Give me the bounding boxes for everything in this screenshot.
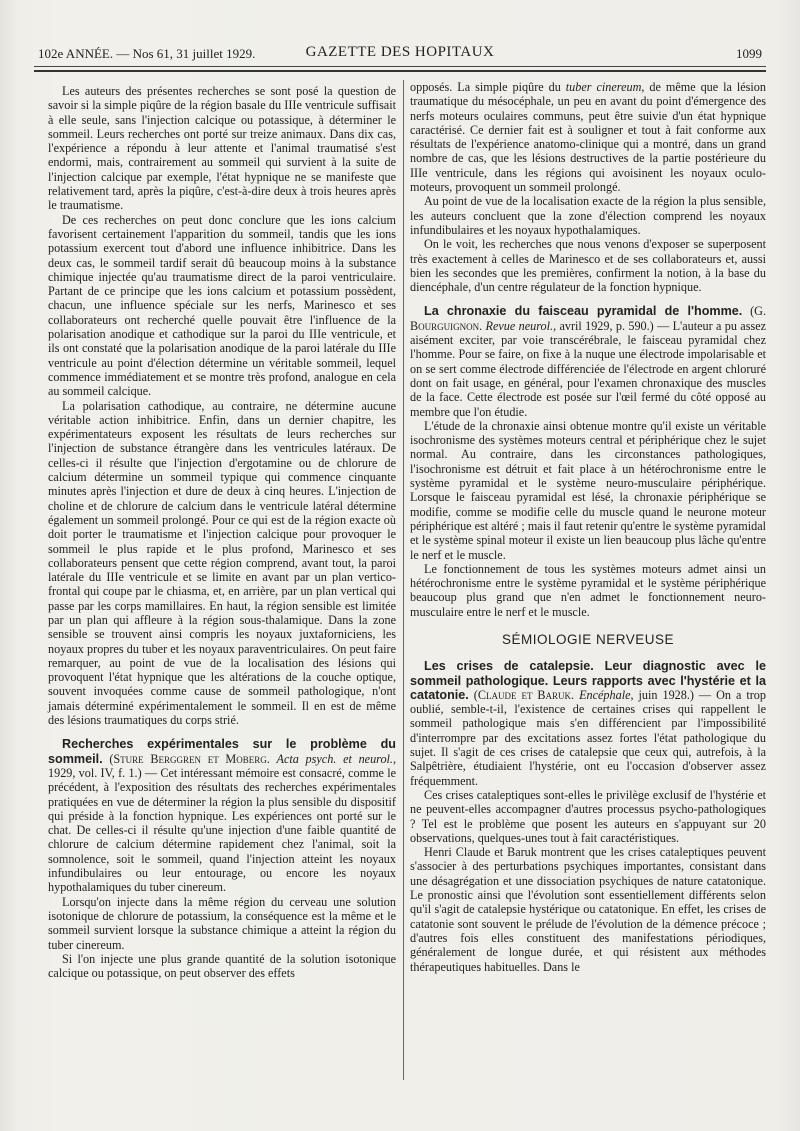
article-bourguignon: [410, 304, 766, 418]
page-number: 1099: [736, 46, 762, 61]
paragraph: Ces crises cataleptiques sont-elles le privilège exclusif de l'hystérie et ne peuvent-elles accompagner d'autres processus psycho-pathologiques ? Tel est le problème que posent les auteurs en s'appuyant sur 20 observations, quelques-unes tout à fait caractéristiques.: [410, 787, 766, 845]
header-rule: [34, 66, 766, 67]
paragraph: Lorsqu'on injecte dans la même région du cerveau une solution isotonique de chlorure de potassium, la conséquence est la même et le sommeil survient lorsque la substance chimique a atteint la région du tuber cinereum.: [48, 894, 396, 952]
article-body: , juin 1928.) — On a trop oublié, semble-t-il, l'existence de certaines crises qui rappellent le sommeil pathologique mais s'en différencient par l'impossibilité d'interrompre par des excitations assez fortes l'état pathologique du sujet. Il s'agit de ces crises de catalepsie que ceux qui, autrefois, à la Salpêtrière, étudiaient l'hystérie, ont eu l'occasion d'observer assez fréquemment.: [410, 687, 766, 788]
article-claude-baruk: [410, 659, 766, 788]
article-authors: (Claude et Baruk.: [473, 687, 575, 702]
section-heading: SÉMIOLOGIE NERVEUSE: [501, 631, 675, 647]
journal-name: Encéphale: [579, 687, 631, 702]
left-column: [48, 84, 396, 980]
paragraph: L'étude de la chronaxie ainsi obtenue montre qu'il existe un véritable isochronisme des systèmes moteurs central et périphérique chez le sujet normal. Au contraire, dans les circonstances pathologiques, l'isochronisme est détruit et fait place à un hétérochronisme entre le système pyramidal et le système neuro-musculaire périphérique. Lorsque le faisceau pyramidal est lésé, la chronaxie périphérique se modifie, comme se modifie celle du muscle quand le neurone moteur périphérique est altéré ; mais il faut retenir qu'entre le système pyramidal et le système spinal moteur il existe un lien beaucoup plus lâche qu'entre le nerf et le muscle.: [410, 418, 766, 562]
paragraph: Henri Claude et Baruk montrent que les crises cataleptiques peuvent s'associer à des perturbations psychiques importantes, consistant dans une désagrégation et une dissociation psychiques de nature catatonique. Le pronostic ainsi que l'évolution sont essentiellement différents selon qu'il s'agit de catalepsie hystérique ou catatonique. En effet, les crises de catatonie sont souvent le prélude de l'évolution de la démence précoce ; d'autres fois elles constituent des manifestations périodiques, généralement de longue durée, et qui résistent aux méthodes thérapeutiques habituelles. Dans le: [410, 845, 766, 974]
header-rule-thick: [34, 70, 766, 72]
paragraph: On le voit, les recherches que nous venons d'exposer se superposent très exactement à celles de Marinesco et de ses collaborateurs et, aussi bien les secondes que les premières, confirment la notion, à la base du diencéphale, d'un centre régulateur de la fonction hypnique.: [410, 237, 766, 295]
article-authors: (G. Bourguignon.: [410, 304, 767, 333]
paragraph: La polarisation cathodique, au contraire, ne détermine aucune véritable action inhibitrice. Enfin, dans un dernier chapitre, les expérimentateurs exposent les résultats de leurs recherches sur l'injection de substance étrangère dans les ventricules latéraux. De celles-ci il résulte que l'injection d'ergotamine ou de chlorure de calcium détermine un sommeil typique qui commence cinquante minutes après l'injection et dure de deux à cinq heures. L'injection de choline et de chlorure de calcium dans le ventricule latéral détermine également un sommeil prolongé. Pour ce qui est de la région exacte où doit porter le traumatisme et l'injection calcique pour provoquer le sommeil le plus rapide et le plus profond, Marinesco et ses collaborateurs pensent que cette région comprend, avant tout, la paroi latérale du IIIe ventricule et se limite en avant par un plan vertico-frontal qui coupe par le chiasma, et, en arrière, par un plan vertical qui passe par les corps mamillaires. En haut, la région sensible est limitée par un plan qui affleure à la région sous-thalamique. Dans la zone sensible se trouvent ainsi compris les noyaux juxtaforniciens, les noyaux propres du tuber et les noyaux paraventriculaires. On peut faire remarquer, au point de vue de la localisation des lésions qui provoquent l'état hypnique que les altérations de la couche optique, souvent invoquées comme cause de sommeil pathologique, n'ont jamais déterminé expérimentalement le sommeil. Il en est de même des lésions traumatiques du corps strié.: [48, 398, 396, 728]
paragraph: Le fonctionnement de tous les systèmes moteurs admet ainsi un hétérochronisme entre le système pyramidal et le système périphérique beaucoup plus grand que n'en admet le fonctionnement neuro-musculaire entre le nerf et le muscle.: [410, 561, 766, 619]
journal-name: Revue neurol.: [485, 318, 554, 333]
page-header: [38, 44, 762, 66]
article-body: , avril 1929, p. 590.) — L'auteur a pu assez aisément exciter, par voie transcérébrale, le faisceau pyramidal chez l'homme. Pour se faire, on fixe à la nuque une électrode impolarisable et on se sert comme électrode différenciée de l'électrode en argent chloruré dont on fait usage, en général, pour l'examen chronaxique des muscles de la face. Cette électrode est posée sur l'œil fermé du côté opposé au membre que l'on étudie.: [410, 318, 767, 419]
paragraph: opposés. La simple piqûre du tuber cinereum, de même que la lésion traumatique du mésocéphale, un peu en avant du point d'émergence des nerfs moteurs oculaires communs, peut être suivie d'un état hypnique caractérisé. Ce dernier fait est à souligner et tout à fait conforme aux résultats de l'expérience anatomo-clinique qui a montré, dans un grand nombre de cas, que les lésions destructives de la partie postérieure du IIIe ventricule, dans les régions qui avoisinent les noyaux oculo-moteurs, provoquent un sommeil prolongé.: [410, 80, 766, 195]
emphasis: tuber cinereum: [565, 80, 642, 94]
paragraph: Si l'on injecte une plus grande quantité de la solution isotonique calcique ou potassique, on peut observer des effets: [48, 951, 396, 981]
article-title: Les crises de catalepsie. Leur diagnostic avec le sommeil pathologique. Leurs rapports avec l'hystérie et la catatonie.: [410, 659, 766, 702]
column-divider: [403, 80, 404, 1080]
paragraph: Les auteurs des présentes recherches se sont posé la question de savoir si la simple piqûre de la région basale du IIIe ventricule suffisait à elle seule, sans l'injection calcique ou potassique, à déterminer le sommeil. Leurs recherches ont porté sur treize animaux. Dans dix cas, l'expérience a répondu à leur attente et l'animal traumatisé s'est endormi, mais, contrairement au sommeil qui survient à la suite de l'injection calcique par exemple, l'état hypnique ne se manifeste que relativement tard, après la piqûre, c'est-à-dire deux à trois heures après le traumatisme.: [48, 84, 396, 213]
paragraph: Au point de vue de la localisation exacte de la région la plus sensible, les auteurs concluent que la zone d'élection comprend les noyaux infundibulaires et les noyaux hypothalamiques.: [410, 194, 766, 237]
article-berggren: [48, 737, 396, 894]
article-authors: (Sture Berggren et Moberg.: [109, 751, 270, 766]
paragraph: De ces recherches on peut donc conclure que les ions calcium favorisent certainement l'apparition du sommeil, tandis que les ions potassium exercent tout d'abord une influence inhibitrice. Dans les deux cas, le sommeil tardif serait dû beaucoup moins à la substance chimique injectée qu'au traumatisme direct de la paroi ventriculaire. Partant de ce principe que les ions calcium et potassium possèdent, chacun, une influence spéciale sur les nerfs, Marinesco et ses collaborateurs ont recherché quelle pouvait être l'influence de la polarisation anodique et cathodique sur la paroi du IIIe ventricule, et ils ont constaté que la polarisation anodique de la paroi latérale du IIIe ventricule au point d'élection détermine un véritable sommeil, lequel commence immédiatement et se montre très profond, analogue en cela au sommeil calcique.: [48, 212, 396, 399]
right-column: [410, 80, 766, 974]
article-body: , 1929, vol. IV, f. 1.) — Cet intéressant mémoire est consacré, comme le précédent, à l'exposition des résultats des recherches expérimentales pratiquées en vue de déterminer la région la plus sensible du dispositif qui préside à la fonction hypnique. Les expériences ont porté sur le chat. De celles-ci il résulte qu'une injection d'une faible quantité de chlorure de calcium détermine rapidement chez l'animal, soit la somnolence, soit le sommeil, quand l'injection atteint les noyaux infundibulaires ou leur entourage, ou encore les noyaux hypothalamiques du tuber cinereum.: [48, 751, 397, 895]
journal-name: Acta psych. et neurol.: [276, 751, 393, 766]
article-title: La chronaxie du faisceau pyramidal de l'homme.: [424, 304, 743, 319]
article-title: Recherches expérimentales sur le problème du sommeil.: [48, 737, 396, 766]
journal-title: GAZETTE DES HOPITAUX: [305, 44, 495, 60]
issue-info: 102e ANNÉE. — Nos 61, 31 juillet 1929.: [38, 46, 256, 61]
